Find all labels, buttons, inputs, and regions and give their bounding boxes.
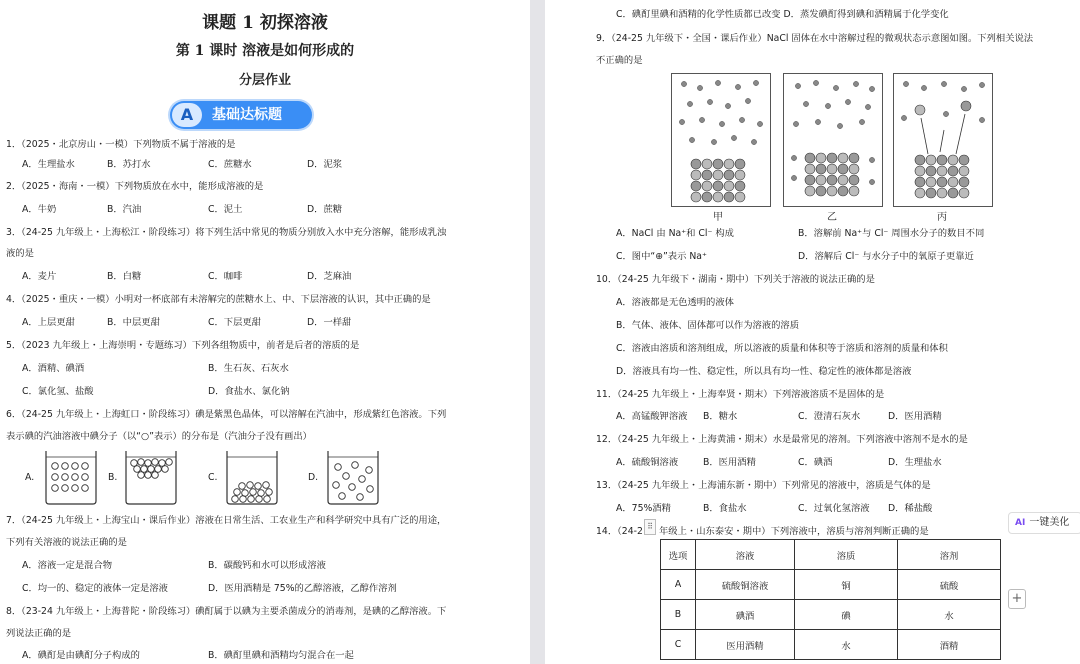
text-line: A．上层更甜 bbox=[22, 317, 75, 328]
text-line: D．蔗糖 bbox=[307, 204, 343, 215]
text-line: 14．（24-2 bbox=[596, 526, 643, 537]
answer-table bbox=[660, 539, 1001, 660]
text-line: B．气体、液体、固体都可以作为溶液的溶质 bbox=[616, 320, 800, 331]
text-line: A. bbox=[25, 472, 35, 483]
text-line: D．食盐水、氯化钠 bbox=[208, 386, 290, 397]
drag-handle-icon[interactable]: ⠿ bbox=[644, 519, 656, 535]
text-line: D．泥浆 bbox=[307, 159, 343, 170]
text-line: 4．（2025・重庆・一模）小明对一杯底部有未溶解完的蔗糖水上、中、下层溶液的认识，其中正确的是 bbox=[6, 294, 431, 305]
text-line: B．汽油 bbox=[107, 204, 142, 215]
page-right bbox=[545, 0, 1080, 664]
text-line: 5．（2023 九年级上・上海崇明・专题练习）下列各组物质中，前者是后者的溶质的是 bbox=[6, 340, 360, 351]
table-cell: 医用酒精 bbox=[696, 630, 795, 660]
text-line: A．生理盐水 bbox=[22, 159, 75, 170]
text-line: C．咖啡 bbox=[208, 271, 243, 282]
text-line: A．牛奶 bbox=[22, 204, 57, 215]
text-line: C．溶液由溶质和溶剂组成，所以溶液的质量和体积等于溶质和溶剂的质量和体积 bbox=[616, 343, 948, 354]
text-line: B．中层更甜 bbox=[107, 317, 160, 328]
table-header-cell: 溶质 bbox=[795, 540, 898, 570]
text-line: 表示碘的汽油溶液中碘分子（以“○”表示）的分布是（汽油分子没有画出） bbox=[6, 431, 312, 442]
table-cell: 硫酸铜溶液 bbox=[696, 570, 795, 600]
text-line: B．溶解前 Na⁺与 Cl⁻ 周围水分子的数目不同 bbox=[798, 228, 985, 239]
text-line: A．碘酊是由碘酊分子构成的 bbox=[22, 650, 140, 661]
table-cell: B bbox=[661, 600, 696, 630]
text-line: B．碘酊里碘和酒精均匀混合在一起 bbox=[208, 650, 354, 661]
beautify-label: 一键美化 bbox=[1029, 517, 1070, 528]
text-line: C．澄清石灰水 bbox=[798, 411, 861, 422]
table-row bbox=[661, 630, 1001, 660]
ai-icon: AI bbox=[1015, 518, 1026, 528]
figure-label-bing: 丙 bbox=[937, 212, 947, 223]
lesson-subtitle: 第 1 课时 溶液是如何形成的 bbox=[175, 43, 355, 59]
text-line: A．酒精、碘酒 bbox=[22, 363, 85, 374]
text-line: C．均一的、稳定的液体一定是溶液 bbox=[22, 583, 168, 594]
text-line: B. bbox=[108, 472, 118, 483]
text-line: A．75%酒精 bbox=[616, 503, 671, 514]
badge-letter: A bbox=[172, 103, 202, 127]
nacl-figure-yi bbox=[783, 73, 883, 207]
text-line: B．医用酒精 bbox=[703, 457, 756, 468]
nacl-figure-jia bbox=[671, 73, 771, 207]
text-line: D．医用酒精是 75%的乙醇溶液，乙醇作溶剂 bbox=[208, 583, 397, 594]
text-line: A．麦片 bbox=[22, 271, 57, 282]
text-line: B．碳酸钙和水可以形成溶液 bbox=[208, 560, 326, 571]
text-line: 3．（24-25 九年级上・上海松江・阶段练习）将下列生活中常见的物质分别放入水中充分溶解，能形成乳浊 bbox=[6, 227, 447, 238]
text-line: C. bbox=[208, 472, 218, 483]
badge-label: 基础达标题 bbox=[212, 107, 282, 123]
text-line: C．碘酊里碘和酒精的化学性质都已改变 D．蒸发碘酊得到碘和酒精属于化学变化 bbox=[616, 9, 949, 20]
table-row bbox=[661, 600, 1001, 630]
text-line: B．食盐水 bbox=[703, 503, 747, 514]
lesson-title: 课题 1 初探溶液 bbox=[202, 13, 328, 33]
text-line: C．氯化氢、盐酸 bbox=[22, 386, 94, 397]
table-cell: 铜 bbox=[795, 570, 898, 600]
table-cell: 碘 bbox=[795, 600, 898, 630]
text-line: A．高锰酸钾溶液 bbox=[616, 411, 688, 422]
beaker-a-image bbox=[44, 449, 98, 505]
figure-label-jia: 甲 bbox=[713, 212, 723, 223]
table-header-cell: 选项 bbox=[661, 540, 696, 570]
text-line: C．泥土 bbox=[208, 204, 243, 215]
text-line: B．糖水 bbox=[703, 411, 738, 422]
text-line: C．过氧化氢溶液 bbox=[798, 503, 870, 514]
text-line: B．白糖 bbox=[107, 271, 142, 282]
add-row-button[interactable]: + bbox=[1008, 589, 1026, 609]
text-line: 12．（24-25 九年级上・上海黄浦・期末）水是最常见的溶剂。下列溶液中溶剂不是水的是 bbox=[596, 434, 968, 445]
text-line: C．碘酒 bbox=[798, 457, 833, 468]
table-cell: 水 bbox=[795, 630, 898, 660]
text-line: 1．（2025・北京房山・一模）下列物质不属于溶液的是 bbox=[6, 139, 236, 150]
text-line: B．苏打水 bbox=[107, 159, 151, 170]
text-line: 11．（24-25 九年级上・上海奉贤・期末）下列溶液溶质不是固体的是 bbox=[596, 389, 885, 400]
text-line: D．芝麻油 bbox=[307, 271, 352, 282]
text-line: 6．（24-25 九年级上・上海虹口・阶段练习）碘是紫黑色晶体，可以溶解在汽油中，形成紫红色溶液。下列 bbox=[6, 409, 447, 420]
table-header-cell: 溶剂 bbox=[898, 540, 1001, 570]
text-line: 2．（2025・海南・一模）下列物质放在水中，能形成溶液的是 bbox=[6, 181, 264, 192]
text-line: D．溶解后 Cl⁻ 与水分子中的氧原子更靠近 bbox=[798, 251, 974, 262]
section-heading: 分层作业 bbox=[238, 73, 291, 88]
text-line: 8．（23-24 九年级上・上海普陀・阶段练习）碘酊属于以碘为主要杀菌成分的消毒剂，是碘的乙醇溶液。下 bbox=[6, 606, 447, 617]
table-cell: A bbox=[661, 570, 696, 600]
text-line: C．图中“⊕”表示 Na⁺ bbox=[616, 251, 707, 262]
text-line: D．溶液具有均一性、稳定性，所以具有均一性、稳定性的液体都是溶液 bbox=[616, 366, 912, 377]
beautify-button[interactable] bbox=[1008, 512, 1080, 534]
table-cell: 酒精 bbox=[898, 630, 1001, 660]
text-line: D. bbox=[308, 472, 319, 483]
table-cell: 水 bbox=[898, 600, 1001, 630]
table-cell: 硫酸 bbox=[898, 570, 1001, 600]
page-left bbox=[0, 0, 530, 664]
page-gap bbox=[530, 0, 545, 664]
nacl-figure-bing bbox=[893, 73, 993, 207]
table-row bbox=[661, 570, 1001, 600]
text-line: D．稀盐酸 bbox=[888, 503, 933, 514]
beaker-d-image bbox=[326, 449, 380, 505]
beaker-b-image bbox=[124, 449, 178, 505]
table-cell: 碘酒 bbox=[696, 600, 795, 630]
text-line: D．一样甜 bbox=[307, 317, 352, 328]
text-line: A．硫酸铜溶液 bbox=[616, 457, 679, 468]
table-cell: C bbox=[661, 630, 696, 660]
text-line: 7．（24-25 九年级上・上海宝山・课后作业）溶液在日常生活、工农业生产和科学研究中具有广泛的用途， bbox=[6, 515, 447, 526]
text-line: A．溶液都是无色透明的液体 bbox=[616, 297, 734, 308]
beaker-c-image bbox=[225, 449, 279, 505]
level-badge bbox=[170, 101, 312, 129]
text-line: D．医用酒精 bbox=[888, 411, 942, 422]
figure-label-yi: 乙 bbox=[827, 212, 837, 223]
text-line: C．下层更甜 bbox=[208, 317, 261, 328]
text-line: 不正确的是 bbox=[596, 55, 643, 66]
text-line: B．生石灰、石灰水 bbox=[208, 363, 289, 374]
text-line: C．蔗糖水 bbox=[208, 159, 252, 170]
text-line: 下列有关溶液的说法正确的是 bbox=[6, 537, 127, 548]
text-line: 液的是 bbox=[6, 248, 34, 259]
text-line: 9．（24-25 九年级下・全国・课后作业）NaCl 固体在水中溶解过程的微观状态示意图如图。下列相关说法 bbox=[596, 33, 1034, 44]
table-header-row bbox=[661, 540, 1001, 570]
text-line: A．NaCl 由 Na⁺和 Cl⁻ 构成 bbox=[616, 228, 734, 239]
table-header-cell: 溶液 bbox=[696, 540, 795, 570]
text-line: 10．（24-25 九年级下・湖南・期中）下列关于溶液的说法正确的是 bbox=[596, 274, 875, 285]
text-line: A．溶液一定是混合物 bbox=[22, 560, 113, 571]
text-line: 13．（24-25 九年级上・上海浦东新・期中）下列常见的溶液中，溶质是气体的是 bbox=[596, 480, 931, 491]
text-line: D．生理盐水 bbox=[888, 457, 942, 468]
text-line: 列说法正确的是 bbox=[6, 628, 72, 639]
text-line: 年级上・山东泰安・期中）下列溶液中，溶质与溶剂判断正确的是 bbox=[659, 526, 929, 537]
